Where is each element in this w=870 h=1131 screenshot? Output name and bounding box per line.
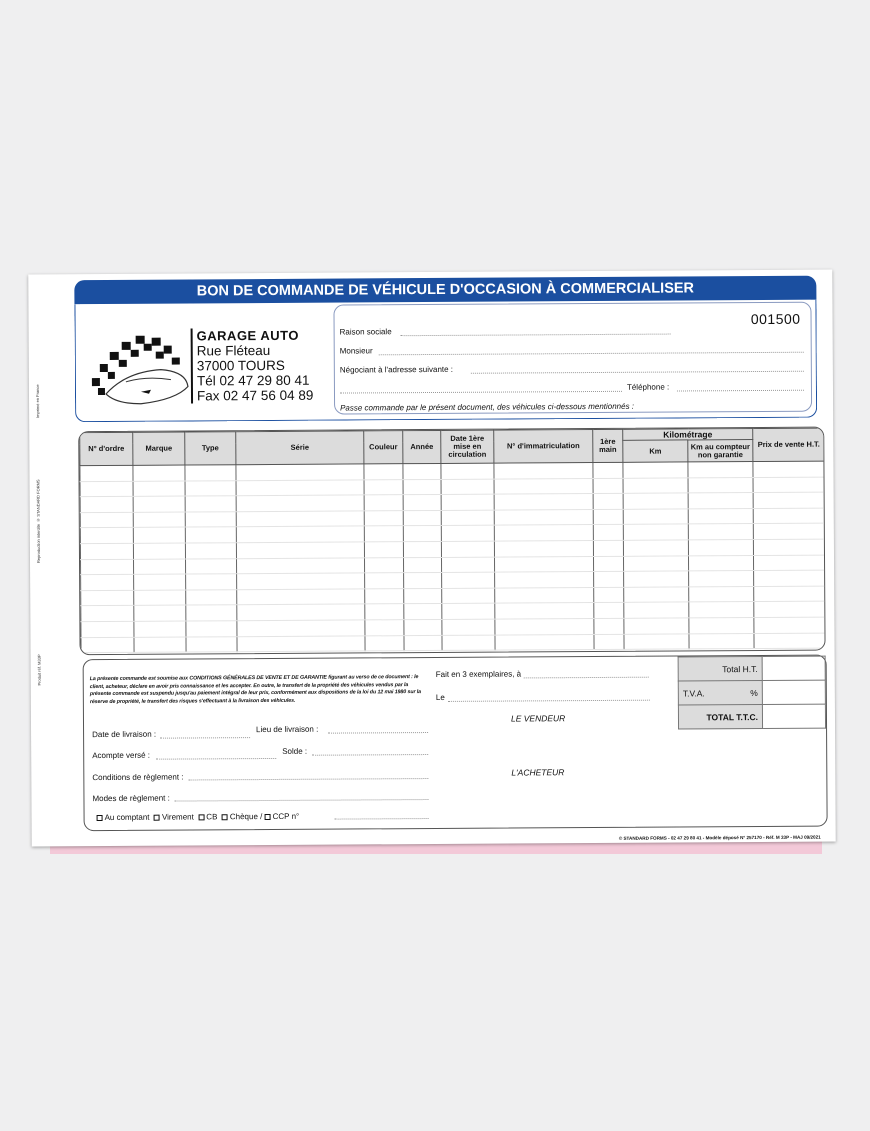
table-cell[interactable] — [237, 604, 365, 620]
table-cell[interactable] — [594, 587, 624, 603]
cheque-label: Chèque — [229, 812, 258, 822]
table-cell[interactable] — [133, 527, 185, 543]
table-cell[interactable] — [185, 527, 236, 543]
table-cell[interactable] — [753, 523, 825, 539]
table-cell[interactable] — [185, 511, 236, 527]
table-cell[interactable] — [689, 617, 754, 633]
le-label: Le — [435, 692, 445, 702]
table-cell[interactable] — [185, 465, 236, 481]
col-premiere-main: 1ère main — [593, 429, 623, 462]
checkbox-au-comptant[interactable] — [97, 815, 103, 821]
table-cell[interactable] — [81, 637, 134, 653]
totals-table — [678, 656, 826, 730]
table-cell[interactable] — [624, 618, 689, 634]
form-title: BON DE COMMANDE DE VÉHICULE D'OCCASION À COMMERCIALISER — [74, 276, 816, 305]
table-cell[interactable] — [623, 540, 688, 556]
col-ordre: N° d'ordre — [80, 432, 133, 465]
negociant-label: Négociant à l'adresse suivante : — [339, 364, 454, 375]
table-cell[interactable] — [404, 635, 442, 651]
table-cell[interactable] — [688, 508, 753, 524]
table-cell[interactable] — [594, 618, 624, 634]
payment-options — [97, 812, 300, 822]
table-cell[interactable] — [624, 571, 689, 587]
table-cell[interactable] — [237, 620, 365, 636]
order-statement: Passe commande par le présent document, des véhicules ci-dessous mentionnés : — [340, 401, 635, 413]
table-cell[interactable] — [623, 478, 688, 494]
col-marque: Marque — [133, 432, 185, 465]
table-cell[interactable] — [753, 492, 825, 508]
table-cell[interactable] — [494, 463, 593, 479]
table-cell[interactable] — [403, 510, 441, 526]
vendeur-signature-label: LE VENDEUR — [510, 713, 566, 724]
table-cell[interactable] — [365, 588, 404, 604]
telephone-label: Téléphone : — [626, 382, 670, 392]
table-cell[interactable] — [133, 481, 185, 497]
solde-field[interactable] — [312, 754, 428, 756]
table-cell[interactable] — [754, 617, 826, 633]
table-cell[interactable] — [442, 635, 495, 651]
checkbox-cb[interactable] — [198, 814, 204, 820]
table-cell[interactable] — [753, 461, 825, 477]
side-text: Produit réf. M33P — [36, 654, 42, 686]
table-cell[interactable] — [494, 556, 593, 572]
fait-label: Fait en 3 exemplaires, à — [435, 669, 522, 679]
table-cell[interactable] — [593, 478, 623, 494]
negociant-field[interactable] — [471, 371, 804, 374]
table-cell[interactable] — [753, 508, 825, 524]
table-cell[interactable] — [689, 571, 754, 587]
table-cell[interactable] — [237, 635, 365, 651]
table-cell[interactable] — [403, 526, 441, 542]
table-cell[interactable] — [495, 572, 594, 588]
table-cell[interactable] — [185, 558, 236, 574]
table-cell[interactable] — [441, 541, 494, 557]
table-cell[interactable] — [594, 603, 624, 619]
virement-label: Virement — [161, 812, 194, 822]
table-cell[interactable] — [236, 480, 364, 496]
telephone-field[interactable] — [677, 390, 804, 392]
table-cell[interactable] — [236, 557, 364, 573]
acheteur-signature-label: L'ACHETEUR — [511, 767, 565, 778]
table-cell[interactable] — [403, 463, 441, 479]
table-cell[interactable] — [185, 543, 236, 559]
table-cell[interactable] — [593, 494, 623, 510]
col-km-non-garantie: Km au compteur non garantie — [688, 440, 753, 462]
table-cell[interactable] — [688, 462, 753, 478]
table-cell[interactable] — [623, 555, 688, 571]
table-cell[interactable] — [365, 573, 404, 589]
table-cell[interactable] — [689, 633, 754, 649]
table-row — [81, 633, 826, 653]
table-cell[interactable] — [364, 510, 403, 526]
table-cell[interactable] — [365, 635, 404, 651]
table-cell[interactable] — [133, 559, 185, 575]
table-cell[interactable] — [134, 605, 186, 621]
total-ttc-label: TOTAL T.T.C. — [678, 704, 762, 729]
table-cell[interactable] — [441, 525, 494, 541]
table-cell[interactable] — [134, 637, 186, 653]
table-cell[interactable] — [441, 479, 494, 495]
table-cell[interactable] — [81, 621, 134, 637]
table-cell[interactable] — [495, 587, 594, 603]
table-cell[interactable] — [441, 510, 494, 526]
col-km: Km — [623, 440, 688, 462]
table-cell[interactable] — [185, 480, 236, 496]
table-cell[interactable] — [494, 540, 593, 556]
table-cell[interactable] — [593, 540, 623, 556]
table-cell[interactable] — [133, 465, 185, 481]
order-number: 001500 — [750, 310, 801, 328]
date-livraison-label: Date de livraison : — [92, 729, 157, 740]
table-cell[interactable] — [441, 463, 494, 479]
col-prix-vente: Prix de vente H.T. — [753, 428, 825, 461]
col-annee: Année — [403, 430, 441, 463]
table-cell[interactable] — [494, 525, 593, 541]
modes-label: Modes de règlement : — [92, 793, 170, 804]
le-date-field[interactable] — [448, 700, 650, 702]
table-cell[interactable] — [404, 619, 442, 635]
table-cell[interactable] — [186, 621, 237, 637]
table-cell[interactable] — [593, 509, 623, 525]
table-cell[interactable] — [593, 525, 623, 541]
table-cell[interactable] — [236, 464, 364, 480]
table-cell[interactable] — [80, 465, 133, 481]
address-field[interactable] — [340, 391, 622, 394]
table-cell[interactable] — [237, 589, 365, 605]
table-cell[interactable] — [623, 462, 688, 478]
table-cell[interactable] — [624, 587, 689, 603]
conditions-field[interactable] — [188, 778, 428, 780]
table-cell[interactable] — [404, 573, 442, 589]
table-cell[interactable] — [754, 633, 826, 649]
table-cell[interactable] — [365, 620, 404, 636]
ccp-field[interactable] — [335, 818, 429, 820]
total-ht-label: Total H.T. — [678, 656, 762, 681]
table-cell[interactable] — [623, 524, 688, 540]
date-livraison-field[interactable] — [160, 737, 250, 739]
garage-city: 37000 TOURS — [196, 357, 285, 374]
side-text: Imprimé en France — [34, 384, 41, 418]
table-cell[interactable] — [624, 633, 689, 649]
table-cell[interactable] — [753, 555, 825, 571]
tva-percent: % — [750, 687, 758, 698]
table-cell[interactable] — [364, 526, 403, 542]
table-cell[interactable] — [404, 588, 442, 604]
table-cell[interactable] — [495, 618, 594, 634]
au-comptant-label: Au comptant — [104, 812, 150, 823]
table-cell[interactable] — [236, 526, 364, 542]
garage-info — [191, 328, 314, 404]
cb-label: CB — [206, 812, 218, 822]
acompte-label: Acompte versé : — [92, 750, 151, 761]
table-cell[interactable] — [494, 494, 593, 510]
table-cell[interactable] — [134, 590, 186, 606]
table-cell[interactable] — [80, 481, 133, 497]
table-cell[interactable] — [441, 494, 494, 510]
col-immatriculation: N° d'immatriculation — [494, 430, 593, 464]
acompte-field[interactable] — [156, 758, 276, 760]
table-cell[interactable] — [404, 604, 442, 620]
lieu-livraison-label: Lieu de livraison : — [256, 724, 319, 735]
table-cell[interactable] — [81, 574, 134, 590]
table-cell[interactable] — [133, 512, 185, 528]
tva-label — [678, 680, 762, 705]
footer-copyright: © STANDARD FORMS - 02 47 29 80 41 - Modèle déposé N° 257170 - Réf. M 33P - MAJ 09/2021 — [618, 834, 821, 841]
table-cell[interactable] — [236, 542, 364, 558]
garage-name: GARAGE AUTO — [196, 327, 299, 344]
table-cell[interactable] — [753, 539, 825, 555]
table-cell[interactable] — [689, 602, 754, 618]
table-cell[interactable] — [81, 559, 134, 575]
table-cell[interactable] — [403, 495, 441, 511]
conditions-label: Conditions de règlement : — [92, 772, 184, 783]
table-cell[interactable] — [594, 571, 624, 587]
table-cell[interactable] — [134, 574, 186, 590]
garage-fax: Fax 02 47 56 04 89 — [196, 387, 314, 404]
modes-field[interactable] — [174, 799, 428, 802]
checkbox-ccp[interactable] — [265, 814, 271, 820]
lieu-livraison-field[interactable] — [328, 732, 428, 734]
raison-sociale-field[interactable] — [401, 334, 671, 337]
side-text: Reproduction interdite © STANDARD FORMS — [35, 479, 42, 564]
separator: / — [260, 812, 263, 822]
header-box — [74, 300, 817, 423]
table-cell[interactable] — [364, 557, 403, 573]
total-ht-field[interactable] — [762, 656, 825, 680]
col-couleur: Couleur — [364, 431, 403, 464]
raison-sociale-label: Raison sociale — [339, 327, 392, 337]
table-cell[interactable] — [364, 542, 403, 558]
table-cell[interactable] — [133, 496, 185, 512]
checkbox-virement[interactable] — [154, 815, 160, 821]
table-cell[interactable] — [494, 478, 593, 494]
table-cell[interactable] — [593, 556, 623, 572]
table-cell[interactable] — [237, 573, 365, 589]
table-cell[interactable] — [688, 555, 753, 571]
table-cell[interactable] — [442, 619, 495, 635]
table-cell[interactable] — [365, 604, 404, 620]
vehicle-table — [79, 428, 825, 654]
table-cell[interactable] — [441, 557, 494, 573]
col-serie: Série — [236, 431, 364, 465]
tva-text: T.V.A. — [682, 687, 705, 698]
ccp-label: CCP n° — [272, 811, 300, 821]
table-cell[interactable] — [134, 621, 186, 637]
checkered-flag-car-logo — [86, 331, 196, 412]
solde-label: Solde : — [282, 746, 308, 756]
table-cell[interactable] — [494, 509, 593, 525]
table-cell[interactable] — [364, 464, 403, 480]
fait-lieu-field[interactable] — [524, 677, 649, 679]
table-cell[interactable] — [80, 512, 133, 528]
col-date-circulation: Date 1ère mise en circulation — [441, 430, 494, 463]
order-form — [28, 270, 835, 847]
table-cell[interactable] — [689, 586, 754, 602]
table-cell[interactable] — [80, 543, 133, 559]
table-cell[interactable] — [594, 634, 624, 650]
table-cell[interactable] — [81, 606, 134, 622]
table-cell[interactable] — [364, 495, 403, 511]
table-cell[interactable] — [754, 570, 826, 586]
table-cell[interactable] — [623, 493, 688, 509]
table-cell[interactable] — [623, 509, 688, 525]
table-cell[interactable] — [624, 602, 689, 618]
table-cell[interactable] — [81, 590, 134, 606]
garage-tel: Tél 02 47 29 80 41 — [196, 372, 310, 389]
bottom-section — [83, 655, 828, 841]
table-cell[interactable] — [185, 496, 236, 512]
table-cell[interactable] — [133, 543, 185, 559]
table-cell[interactable] — [754, 586, 826, 602]
table-cell[interactable] — [688, 493, 753, 509]
table-cell[interactable] — [495, 634, 594, 650]
table-cell[interactable] — [236, 495, 364, 511]
table-cell[interactable] — [403, 557, 441, 573]
table-cell[interactable] — [403, 541, 441, 557]
table-cell[interactable] — [442, 603, 495, 619]
table-cell[interactable] — [688, 477, 753, 493]
monsieur-field[interactable] — [379, 352, 804, 356]
table-cell[interactable] — [186, 636, 237, 652]
col-kilometrage: Kilométrage — [623, 429, 753, 441]
table-cell[interactable] — [364, 479, 403, 495]
table-cell[interactable] — [442, 588, 495, 604]
garage-street: Rue Fléteau — [196, 342, 271, 359]
checkbox-cheque[interactable] — [222, 814, 228, 820]
table-cell[interactable] — [80, 528, 133, 544]
table-cell[interactable] — [186, 605, 237, 621]
legal-conditions: La présente commande est soumise aux CONDITIONS GÉNÉRALES DE VENTE ET DE GARANTIE figurant au verso de ce document : le client, acheteur, déclare en avoir pris connaissance et les accepter. En outre, le transfert de la propriété des véhicules vendus par la présente commande est suspendu jusqu'au paiement intégral de leur prix, conformément aux dispositions de la loi du 12 mai 1980 sur la réserve de propriété, le transfert des risques s'effectuant à la livraison des véhicules. — [89, 674, 422, 705]
table-cell[interactable] — [186, 589, 237, 605]
table-cell[interactable] — [442, 572, 495, 588]
vehicle-table-frame — [78, 427, 825, 656]
monsieur-label: Monsieur — [339, 346, 373, 356]
client-box — [333, 302, 812, 415]
table-cell[interactable] — [495, 603, 594, 619]
table-cell[interactable] — [593, 462, 623, 478]
table-cell[interactable] — [688, 540, 753, 556]
table-cell[interactable] — [80, 497, 133, 513]
table-cell[interactable] — [753, 477, 825, 493]
col-type: Type — [185, 432, 236, 465]
table-cell[interactable] — [754, 601, 826, 617]
table-cell[interactable] — [403, 479, 441, 495]
table-cell[interactable] — [186, 574, 237, 590]
table-cell[interactable] — [688, 524, 753, 540]
tva-field[interactable] — [762, 680, 825, 704]
table-cell[interactable] — [236, 511, 364, 527]
total-ttc-field[interactable] — [762, 704, 825, 728]
